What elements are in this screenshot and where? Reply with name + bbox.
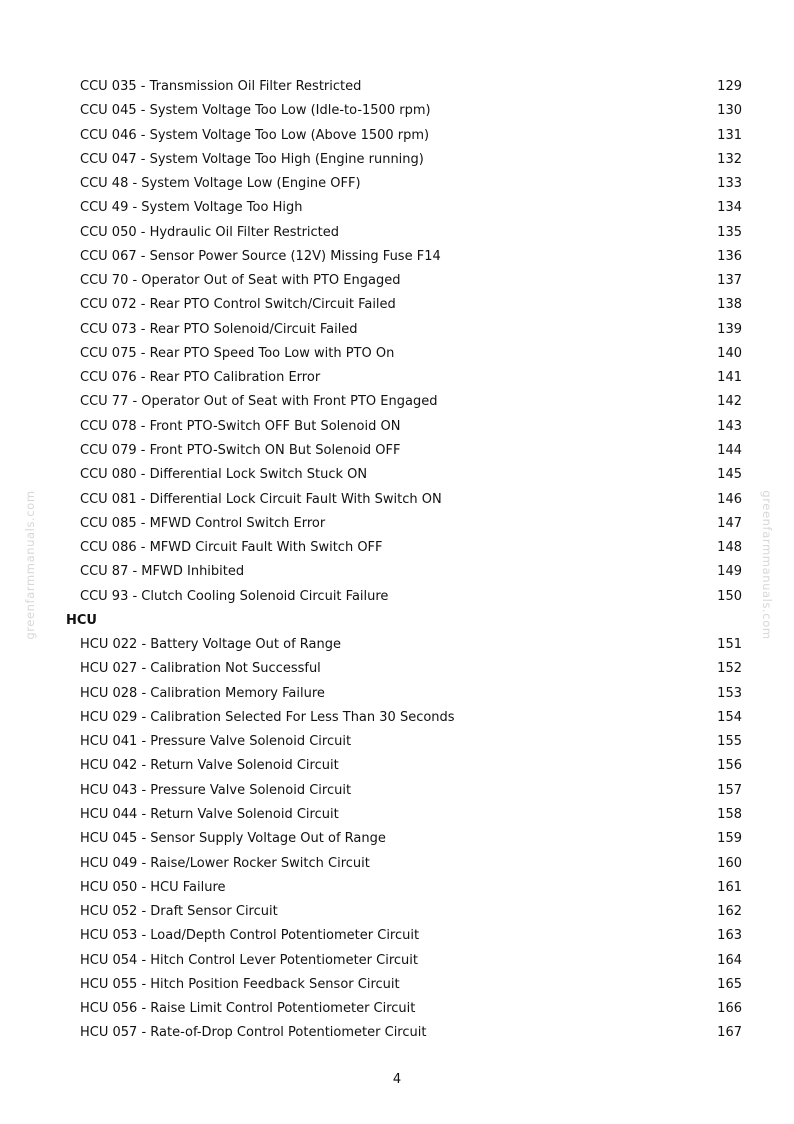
toc-entry-label: CCU 079 - Front PTO-Switch ON But Solenoid OFF [80, 442, 401, 458]
toc-entry-page: 157 [717, 782, 742, 798]
watermark-left: greenfarmmanuals.com [23, 490, 37, 640]
toc-entry[interactable] [0, 463, 794, 487]
toc-entry-page: 154 [717, 709, 742, 725]
toc-section-heading [0, 609, 794, 633]
toc-entry[interactable] [0, 75, 794, 99]
toc-entry-page: 132 [717, 151, 742, 167]
toc-entry-label: HCU 055 - Hitch Position Feedback Sensor Circuit [80, 976, 400, 992]
toc-entry-page: 158 [717, 806, 742, 822]
toc-entry-label: HCU 041 - Pressure Valve Solenoid Circuit [80, 734, 352, 750]
toc-entry-label: CCU 081 - Differential Lock Circuit Fault With Switch ON [80, 491, 442, 507]
toc-entry-label: HCU 044 - Return Valve Solenoid Circuit [80, 806, 339, 822]
toc-entry[interactable] [0, 196, 794, 220]
toc-entry-label: HCU 029 - Calibration Selected For Less Than 30 Seconds [80, 709, 455, 725]
toc-entry-page: 151 [717, 637, 742, 653]
toc-entry[interactable] [0, 269, 794, 293]
toc-entry-label: CCU 93 - Clutch Cooling Solenoid Circuit Failure [80, 588, 389, 604]
toc-entry-page: 167 [717, 1025, 742, 1041]
toc-entry-page: 155 [717, 734, 742, 750]
toc-entry-label: HCU 050 - HCU Failure [80, 879, 226, 895]
toc-entry-label: HCU 052 - Draft Sensor Circuit [80, 904, 278, 920]
toc-entry-label: HCU 027 - Calibration Not Successful [80, 661, 321, 677]
toc-entry[interactable] [0, 148, 794, 172]
toc-entry-label: HCU 042 - Return Valve Solenoid Circuit [80, 758, 339, 774]
toc-entry-page: 137 [717, 273, 742, 289]
toc-entry[interactable] [0, 560, 794, 584]
toc-entry-label: HCU 053 - Load/Depth Control Potentiometer Circuit [80, 928, 420, 944]
toc-entry-label: CCU 080 - Differential Lock Switch Stuck ON [80, 467, 368, 483]
toc-entry[interactable] [0, 124, 794, 148]
toc-entry-page: 148 [717, 540, 742, 556]
toc-entry[interactable] [0, 1021, 794, 1045]
toc-entry-page: 144 [717, 442, 742, 458]
toc-entry-label: HCU 028 - Calibration Memory Failure [80, 685, 325, 701]
toc-entry-label: CCU 77 - Operator Out of Seat with Front PTO Engaged [80, 394, 438, 410]
page-number: 4 [392, 1072, 402, 1087]
toc-entry-label: CCU 078 - Front PTO-Switch OFF But Solenoid ON [80, 418, 401, 434]
toc-entry[interactable] [0, 245, 794, 269]
toc-entry[interactable] [0, 172, 794, 196]
toc-entry[interactable] [0, 536, 794, 560]
toc-entry[interactable] [0, 900, 794, 924]
toc-entry-label: HCU 057 - Rate-of-Drop Control Potentiometer Circuit [80, 1025, 427, 1041]
toc-entry[interactable] [0, 706, 794, 730]
toc-entry-page: 129 [717, 79, 742, 94]
toc-entry-page: 134 [717, 200, 742, 216]
toc-entry-page: 147 [717, 515, 742, 531]
toc-entry[interactable] [0, 852, 794, 876]
toc-entry-page: 146 [717, 491, 742, 507]
toc-entry-page: 161 [717, 879, 742, 895]
toc-entry-label: HCU 043 - Pressure Valve Solenoid Circuit [80, 782, 352, 798]
toc-entry-label: HCU 054 - Hitch Control Lever Potentiometer Circuit [80, 952, 418, 968]
toc-entry-label: CCU 046 - System Voltage Too Low (Above 1500 rpm) [80, 127, 430, 143]
toc-entry-page: 133 [717, 176, 742, 192]
toc-entry[interactable] [0, 585, 794, 609]
toc-entry-page: 130 [717, 103, 742, 119]
toc-entry-label: CCU 035 - Transmission Oil Filter Restricted [80, 79, 362, 94]
toc-entry[interactable] [0, 318, 794, 342]
toc-entry[interactable] [0, 99, 794, 123]
toc-entry-page: 136 [717, 248, 742, 264]
toc-entry-label: CCU 072 - Rear PTO Control Switch/Circuit Failed [80, 297, 396, 313]
toc-entry-page: 138 [717, 297, 742, 313]
toc-entry[interactable] [0, 488, 794, 512]
toc-entry[interactable] [0, 803, 794, 827]
toc-entry[interactable] [0, 997, 794, 1021]
toc-entry[interactable] [0, 754, 794, 778]
toc-entry-label: CCU 073 - Rear PTO Solenoid/Circuit Failed [80, 321, 358, 337]
toc-entry-page: 152 [717, 661, 742, 677]
toc-entry-label: CCU 050 - Hydraulic Oil Filter Restricted [80, 224, 340, 240]
toc-entry-label: CCU 086 - MFWD Circuit Fault With Switch OFF [80, 540, 383, 556]
toc-entry[interactable] [0, 512, 794, 536]
toc-entry-label: CCU 045 - System Voltage Too Low (Idle-to-1500 rpm) [80, 103, 431, 119]
toc-entry-label: HCU 045 - Sensor Supply Voltage Out of Range [80, 831, 386, 847]
toc-entry-page: 135 [717, 224, 742, 240]
toc-entry[interactable] [0, 415, 794, 439]
toc-entry-label: CCU 067 - Sensor Power Source (12V) Missing Fuse F14 [80, 248, 441, 264]
toc-entry-page: 163 [717, 928, 742, 944]
toc-entry-label: CCU 48 - System Voltage Low (Engine OFF) [80, 176, 361, 192]
toc-entry-label: CCU 085 - MFWD Control Switch Error [80, 515, 326, 531]
toc-entry[interactable] [0, 779, 794, 803]
toc-entry-page: 143 [717, 418, 742, 434]
toc-entry-page: 156 [717, 758, 742, 774]
toc-entry-page: 164 [717, 952, 742, 968]
toc-entry-page: 166 [717, 1001, 742, 1017]
toc-entry-label: HCU 049 - Raise/Lower Rocker Switch Circuit [80, 855, 370, 871]
toc-entry-page: 165 [717, 976, 742, 992]
toc-entry[interactable] [0, 657, 794, 681]
toc-entry-label: CCU 075 - Rear PTO Speed Too Low with PTO On [80, 345, 395, 361]
toc-entry[interactable] [0, 293, 794, 317]
toc-entry-label: HCU 056 - Raise Limit Control Potentiometer Circuit [80, 1001, 416, 1017]
toc-entry[interactable] [0, 827, 794, 851]
toc-entry[interactable] [0, 730, 794, 754]
toc-entry-page: 141 [717, 370, 742, 386]
toc-entry[interactable] [0, 973, 794, 997]
section-heading-label: HCU [66, 612, 97, 628]
toc-entry[interactable] [0, 390, 794, 414]
toc-entry-page: 159 [717, 831, 742, 847]
watermark-right: greenfarmmanuals.com [760, 490, 774, 640]
toc-entry[interactable] [0, 439, 794, 463]
toc-entry-page: 131 [717, 127, 742, 143]
toc-entry-page: 145 [717, 467, 742, 483]
toc-entry[interactable] [0, 342, 794, 366]
toc-entry-label: CCU 49 - System Voltage Too High [80, 200, 303, 216]
toc-entry-label: CCU 87 - MFWD Inhibited [80, 564, 245, 580]
toc-entry-page: 153 [717, 685, 742, 701]
toc-entry-label: CCU 076 - Rear PTO Calibration Error [80, 370, 321, 386]
toc-entry-page: 150 [717, 588, 742, 604]
toc-entry[interactable] [0, 924, 794, 948]
toc-entry-page: 162 [717, 904, 742, 920]
toc-entry-page: 142 [717, 394, 742, 410]
toc-entry[interactable] [0, 221, 794, 245]
table-of-contents [0, 75, 794, 1046]
toc-entry-label: CCU 047 - System Voltage Too High (Engine running) [80, 151, 424, 167]
toc-entry[interactable] [0, 682, 794, 706]
toc-entry-label: CCU 70 - Operator Out of Seat with PTO Engaged [80, 273, 401, 289]
toc-entry-page: 140 [717, 345, 742, 361]
toc-entry-page: 139 [717, 321, 742, 337]
toc-entry-page: 160 [717, 855, 742, 871]
toc-entry-page: 149 [717, 564, 742, 580]
toc-entry[interactable] [0, 633, 794, 657]
toc-entry[interactable] [0, 949, 794, 973]
toc-entry-label: HCU 022 - Battery Voltage Out of Range [80, 637, 341, 653]
toc-entry[interactable] [0, 876, 794, 900]
toc-entry[interactable] [0, 366, 794, 390]
